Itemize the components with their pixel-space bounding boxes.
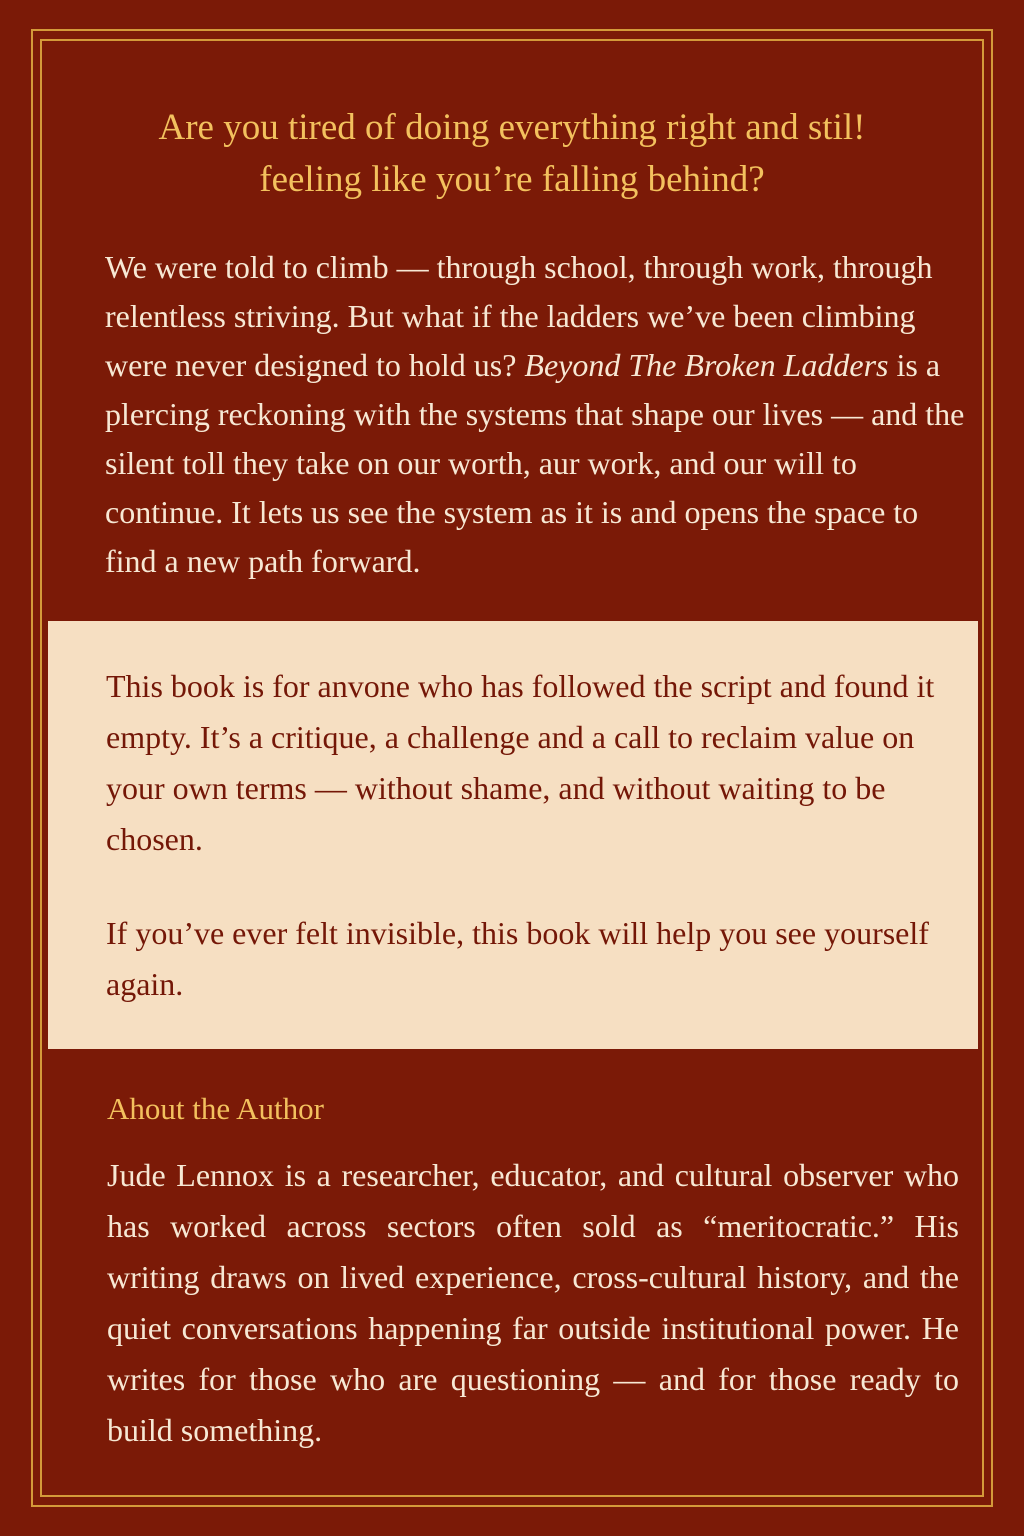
headline-line-2: feeling like you’re falling behind? [259,159,765,200]
highlight-paragraph-2: If you’ve ever felt invisible, this book will help you see yourself again. [106,915,929,1002]
intro-text-part-1: We were told to climb — through school, through work, through relentless striving. But what if the ladders we’ve been climbing were never designed to hold us? [105,249,933,383]
headline-line-1: Are you tired of doing everything right and stil! [158,107,866,148]
highlight-paragraph-1: This book is for anvone who has followed the script and found it empty. It’s a critique, a challenge and a call to reclaim value on your own terms — without shame, and without waiting to be chosen. [106,668,935,857]
highlight-band [48,621,978,1049]
headline [60,102,964,206]
book-title: Beyond The Broken Ladders [524,347,889,383]
about-author-body: Jude Lennox is a researcher, educator, and cultural observer who has worked across sectors often sold as “meritocratic.” His writing draws on lived experience, cross-cultural history, and the quiet conversations happening far outside institutional power. He writes for those who are questioning — and for those ready to build something. [107,1157,959,1448]
intro-paragraph [105,243,975,586]
intro-text-part-2: is a plercing reckoning with the systems that shape our lives — and the silent toll they take on our worth, aur work, and our will to continue. It lets us see the system as it is and opens the space to find a new path forward. [105,347,965,579]
about-author-heading: Ahout the Author [107,1091,324,1126]
